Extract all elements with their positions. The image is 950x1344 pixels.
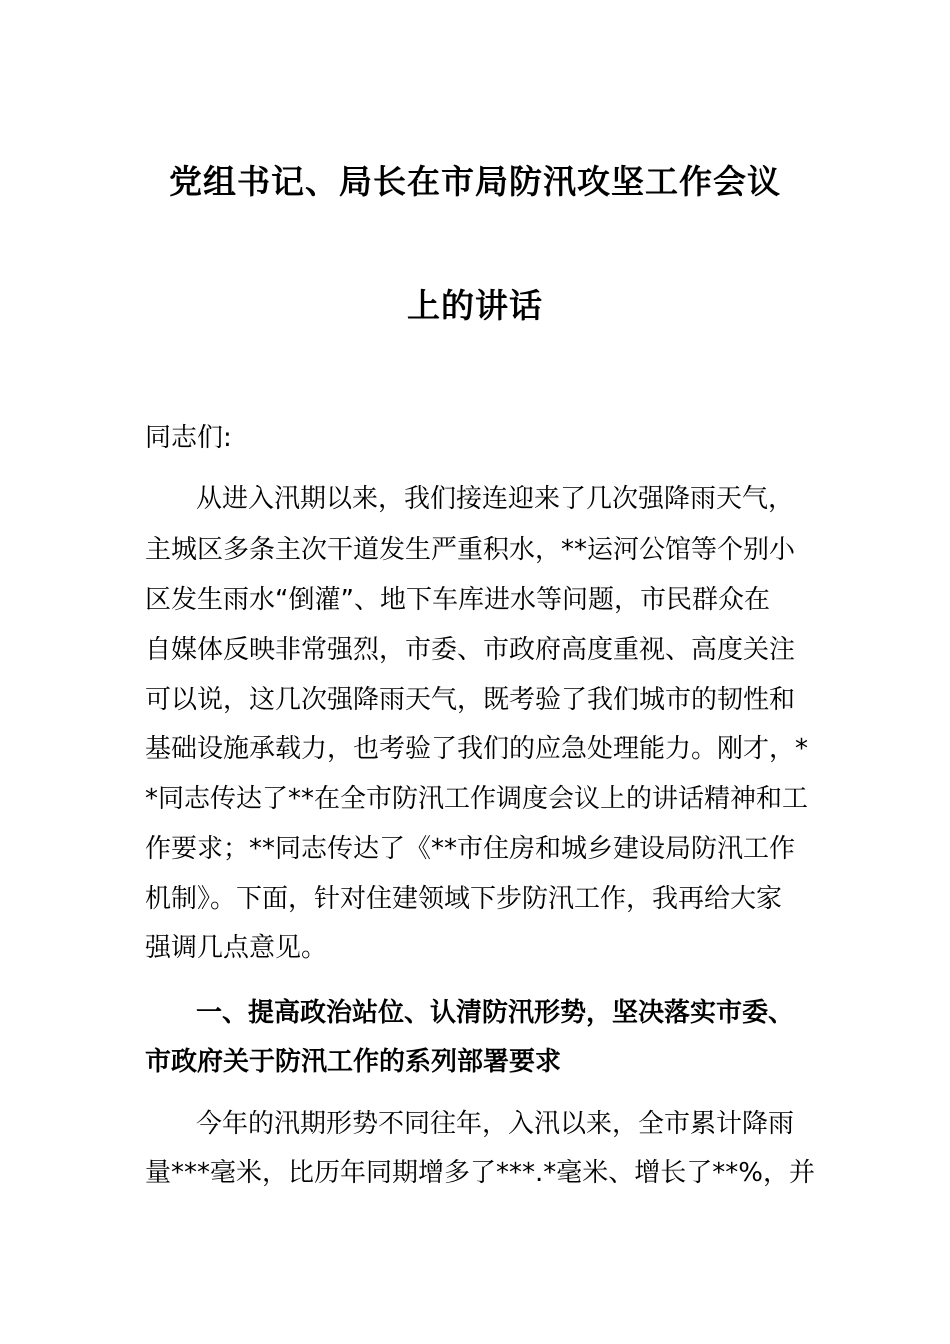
paragraph-line: 量***毫米，比历年同期增多了***.*毫米、增长了**%，并 [145,1158,815,1188]
section-heading-line: 市政府关于防汛工作的系列部署要求 [145,1047,562,1077]
paragraph-line: 机制》。下面，针对住建领域下步防汛工作，我再给大家 [145,884,783,914]
paragraph-line: 强调几点意见。 [145,933,328,963]
section-heading-line: 一、提高政治站位、认清防汛形势，坚决落实市委、 [196,998,795,1028]
salutation: 同志们: [145,423,232,453]
paragraph-line: 主城区多条主次干道发生严重积水，**运河公馆等个别小 [145,535,796,565]
paragraph-line: 今年的汛期形势不同往年，入汛以来，全市累计降雨 [196,1109,795,1139]
paragraph-line: 区发生雨水“倒灌”、地下车库进水等问题，市民群众在 [145,585,770,615]
document-title-line-1: 党组书记、局长在市局防汛攻坚工作会议 [169,162,781,201]
paragraph-line: *同志传达了**在全市防汛工作调度会议上的讲话精神和工 [145,784,809,814]
paragraph-line: 自媒体反映非常强烈，市委、市政府高度重视、高度关注 [145,635,796,665]
paragraph-line: 可以说，这几次强降雨天气，既考验了我们城市的韧性和 [145,685,796,715]
document-title-line-2: 上的讲话 [407,286,543,325]
paragraph-line: 从进入汛期以来，我们接连迎来了几次强降雨天气， [196,484,795,514]
paragraph-line: 基础设施承载力，也考验了我们的应急处理能力。刚才，* [145,734,809,764]
paragraph-line: 作要求；**同志传达了《**市住房和城乡建设局防汛工作 [145,834,796,864]
